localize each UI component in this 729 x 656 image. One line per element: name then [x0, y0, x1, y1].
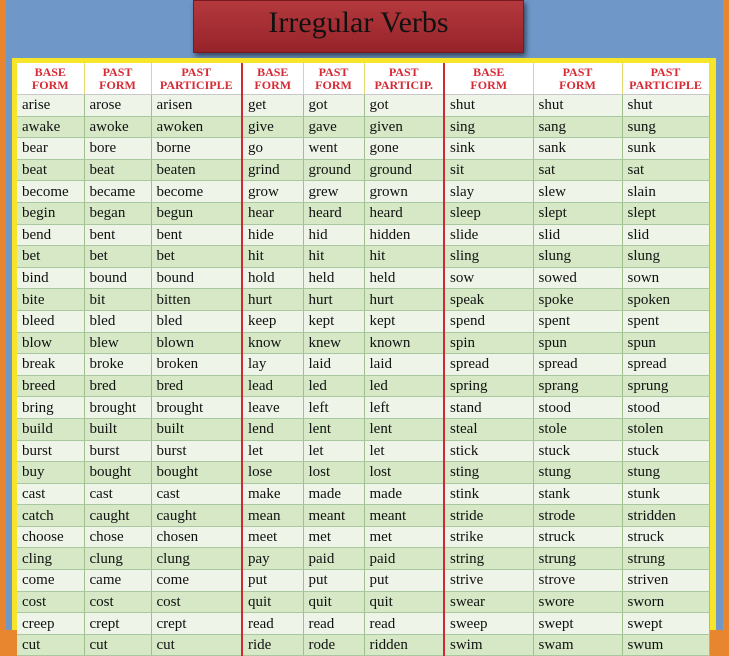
verb-cell: spent: [622, 310, 709, 332]
verb-cell: come: [17, 570, 84, 592]
verb-cell: steal: [444, 418, 533, 440]
verb-table-sheet: [12, 58, 716, 654]
verb-cell: grow: [242, 181, 303, 203]
verb-cell: break: [17, 354, 84, 376]
column-header-line: PARTICIP.: [374, 77, 434, 92]
column-header-line: BASE: [473, 64, 505, 79]
verb-cell: grew: [303, 181, 364, 203]
table-row: [17, 354, 709, 376]
verb-cell: bind: [17, 267, 84, 289]
verb-cell: lend: [242, 418, 303, 440]
verb-cell: sat: [533, 159, 622, 181]
verb-cell: lent: [303, 418, 364, 440]
verb-cell: cast: [151, 483, 242, 505]
verb-cell: became: [84, 181, 151, 203]
verb-cell: bet: [17, 246, 84, 268]
column-header: [242, 63, 303, 95]
verb-cell: awoke: [84, 116, 151, 138]
verb-cell: met: [303, 526, 364, 548]
verb-cell: known: [364, 332, 444, 354]
verb-cell: shut: [444, 95, 533, 117]
verb-cell: chosen: [151, 526, 242, 548]
verb-cell: bred: [151, 375, 242, 397]
verb-cell: kept: [303, 310, 364, 332]
verb-cell: sown: [622, 267, 709, 289]
verb-cell: kept: [364, 310, 444, 332]
verb-cell: begin: [17, 202, 84, 224]
table-row: [17, 181, 709, 203]
verb-cell: build: [17, 418, 84, 440]
verb-cell: read: [364, 613, 444, 635]
verb-cell: string: [444, 548, 533, 570]
table-row: [17, 526, 709, 548]
verb-cell: sing: [444, 116, 533, 138]
table-row: [17, 483, 709, 505]
verb-cell: hear: [242, 202, 303, 224]
verb-cell: cut: [17, 634, 84, 656]
verb-cell: come: [151, 570, 242, 592]
verb-cell: caught: [84, 505, 151, 527]
verb-cell: stridden: [622, 505, 709, 527]
verb-cell: stole: [533, 418, 622, 440]
verb-cell: stand: [444, 397, 533, 419]
verb-cell: strive: [444, 570, 533, 592]
verb-cell: keep: [242, 310, 303, 332]
verb-cell: bear: [17, 138, 84, 160]
verb-cell: shut: [622, 95, 709, 117]
verb-cell: made: [303, 483, 364, 505]
column-header-line: FORM: [559, 77, 596, 92]
verb-cell: sat: [622, 159, 709, 181]
verb-cell: meant: [303, 505, 364, 527]
verb-cell: stuck: [533, 440, 622, 462]
verb-cell: read: [303, 613, 364, 635]
verb-cell: bet: [84, 246, 151, 268]
verb-cell: got: [364, 95, 444, 117]
verb-cell: got: [303, 95, 364, 117]
verb-cell: hit: [242, 246, 303, 268]
table-row: [17, 570, 709, 592]
verb-cell: slain: [622, 181, 709, 203]
column-header-line: PAST: [102, 64, 133, 79]
verb-cell: buy: [17, 462, 84, 484]
verb-cell: strode: [533, 505, 622, 527]
verb-cell: cost: [84, 591, 151, 613]
verb-cell: hide: [242, 224, 303, 246]
verb-cell: spun: [622, 332, 709, 354]
verb-cell: bent: [151, 224, 242, 246]
table-row: [17, 462, 709, 484]
verb-cell: cast: [17, 483, 84, 505]
verb-cell: ground: [364, 159, 444, 181]
verb-cell: awake: [17, 116, 84, 138]
verb-cell: cut: [151, 634, 242, 656]
verb-cell: given: [364, 116, 444, 138]
verb-cell: blow: [17, 332, 84, 354]
verb-cell: bought: [84, 462, 151, 484]
verb-cell: ground: [303, 159, 364, 181]
verb-cell: gave: [303, 116, 364, 138]
verb-cell: choose: [17, 526, 84, 548]
table-row: [17, 310, 709, 332]
verb-cell: bled: [84, 310, 151, 332]
table-row: [17, 634, 709, 656]
verb-cell: hit: [303, 246, 364, 268]
verb-cell: caught: [151, 505, 242, 527]
verb-cell: beat: [17, 159, 84, 181]
column-header-line: PARTICIPLE: [629, 77, 702, 92]
verb-cell: lost: [303, 462, 364, 484]
column-header-line: PAST: [388, 64, 419, 79]
verb-cell: let: [303, 440, 364, 462]
verb-cell: swear: [444, 591, 533, 613]
verb-cell: quit: [242, 591, 303, 613]
column-header: [444, 63, 533, 95]
verb-cell: hold: [242, 267, 303, 289]
verb-cell: pay: [242, 548, 303, 570]
verb-cell: sowed: [533, 267, 622, 289]
verb-cell: cost: [151, 591, 242, 613]
verb-cell: gone: [364, 138, 444, 160]
verb-cell: get: [242, 95, 303, 117]
verb-cell: cost: [17, 591, 84, 613]
verb-cell: heard: [303, 202, 364, 224]
verb-cell: arise: [17, 95, 84, 117]
verb-cell: quit: [364, 591, 444, 613]
verb-cell: slung: [533, 246, 622, 268]
verb-cell: broke: [84, 354, 151, 376]
column-header-line: PAST: [650, 64, 681, 79]
verb-cell: strung: [533, 548, 622, 570]
verb-cell: stink: [444, 483, 533, 505]
verb-cell: become: [151, 181, 242, 203]
verb-cell: bred: [84, 375, 151, 397]
table-row: [17, 289, 709, 311]
verb-cell: beat: [84, 159, 151, 181]
verb-cell: cut: [84, 634, 151, 656]
verb-cell: went: [303, 138, 364, 160]
verb-cell: striven: [622, 570, 709, 592]
verb-cell: grown: [364, 181, 444, 203]
verb-cell: lent: [364, 418, 444, 440]
verb-cell: began: [84, 202, 151, 224]
verb-cell: spoken: [622, 289, 709, 311]
verb-cell: sprung: [622, 375, 709, 397]
verb-cell: arose: [84, 95, 151, 117]
verb-cell: let: [364, 440, 444, 462]
verb-cell: spread: [533, 354, 622, 376]
verb-cell: swept: [622, 613, 709, 635]
column-header: [303, 63, 364, 95]
verb-cell: knew: [303, 332, 364, 354]
column-header-line: FORM: [254, 77, 292, 92]
verb-cell: spread: [444, 354, 533, 376]
verb-cell: stank: [533, 483, 622, 505]
verb-cell: mean: [242, 505, 303, 527]
verb-cell: held: [364, 267, 444, 289]
column-header-line: FORM: [99, 77, 136, 92]
table-body: [17, 95, 709, 656]
verb-cell: sit: [444, 159, 533, 181]
verb-cell: hid: [303, 224, 364, 246]
verb-cell: strove: [533, 570, 622, 592]
column-header: [151, 63, 242, 95]
verb-cell: brought: [84, 397, 151, 419]
table-row: [17, 440, 709, 462]
verb-cell: hit: [364, 246, 444, 268]
verb-cell: sprang: [533, 375, 622, 397]
verb-cell: arisen: [151, 95, 242, 117]
table-row: [17, 375, 709, 397]
verb-cell: ride: [242, 634, 303, 656]
verb-cell: bite: [17, 289, 84, 311]
verb-cell: stick: [444, 440, 533, 462]
verb-cell: cling: [17, 548, 84, 570]
column-header-line: PAST: [181, 64, 212, 79]
verb-cell: sting: [444, 462, 533, 484]
verb-cell: cast: [84, 483, 151, 505]
verb-cell: slid: [533, 224, 622, 246]
verb-cell: stunk: [622, 483, 709, 505]
verb-cell: stride: [444, 505, 533, 527]
verb-cell: sung: [622, 116, 709, 138]
verb-cell: bit: [84, 289, 151, 311]
irregular-verbs-table: [17, 63, 710, 656]
table-row: [17, 138, 709, 160]
verb-cell: built: [151, 418, 242, 440]
verb-cell: lead: [242, 375, 303, 397]
verb-cell: struck: [622, 526, 709, 548]
verb-cell: slay: [444, 181, 533, 203]
verb-cell: stood: [533, 397, 622, 419]
verb-cell: built: [84, 418, 151, 440]
verb-cell: strung: [622, 548, 709, 570]
verb-cell: creep: [17, 613, 84, 635]
verb-cell: stood: [622, 397, 709, 419]
verb-cell: make: [242, 483, 303, 505]
verb-cell: bleed: [17, 310, 84, 332]
verb-cell: give: [242, 116, 303, 138]
verb-cell: know: [242, 332, 303, 354]
verb-cell: sow: [444, 267, 533, 289]
verb-cell: blew: [84, 332, 151, 354]
verb-cell: burst: [151, 440, 242, 462]
verb-cell: sling: [444, 246, 533, 268]
verb-cell: lost: [364, 462, 444, 484]
verb-cell: hidden: [364, 224, 444, 246]
verb-cell: left: [303, 397, 364, 419]
verb-cell: ridden: [364, 634, 444, 656]
column-header: [84, 63, 151, 95]
verb-cell: spoke: [533, 289, 622, 311]
verb-cell: catch: [17, 505, 84, 527]
verb-cell: sang: [533, 116, 622, 138]
verb-cell: awoken: [151, 116, 242, 138]
table-row: [17, 159, 709, 181]
verb-cell: meant: [364, 505, 444, 527]
verb-cell: swum: [622, 634, 709, 656]
table-row: [17, 116, 709, 138]
verb-cell: leave: [242, 397, 303, 419]
verb-cell: made: [364, 483, 444, 505]
verb-cell: bitten: [151, 289, 242, 311]
verb-cell: heard: [364, 202, 444, 224]
verb-cell: laid: [364, 354, 444, 376]
column-header-line: FORM: [315, 77, 352, 92]
verb-cell: brought: [151, 397, 242, 419]
table-row: [17, 246, 709, 268]
verb-cell: shut: [533, 95, 622, 117]
verb-cell: put: [303, 570, 364, 592]
page-title: Irregular Verbs: [193, 0, 524, 53]
verb-cell: bend: [17, 224, 84, 246]
verb-cell: slide: [444, 224, 533, 246]
verb-cell: bring: [17, 397, 84, 419]
column-header-line: BASE: [34, 64, 66, 79]
verb-cell: spin: [444, 332, 533, 354]
verb-cell: chose: [84, 526, 151, 548]
verb-cell: paid: [303, 548, 364, 570]
verb-cell: broken: [151, 354, 242, 376]
verb-cell: clung: [151, 548, 242, 570]
verb-cell: hurt: [242, 289, 303, 311]
verb-cell: bore: [84, 138, 151, 160]
verb-cell: slew: [533, 181, 622, 203]
table-row: [17, 397, 709, 419]
verb-cell: crept: [151, 613, 242, 635]
verb-cell: spread: [622, 354, 709, 376]
verb-cell: become: [17, 181, 84, 203]
column-header-line: FORM: [470, 77, 508, 92]
verb-cell: grind: [242, 159, 303, 181]
table-row: [17, 613, 709, 635]
verb-cell: quit: [303, 591, 364, 613]
verb-cell: hurt: [364, 289, 444, 311]
table-row: [17, 591, 709, 613]
verb-cell: sunk: [622, 138, 709, 160]
verb-cell: slept: [533, 202, 622, 224]
column-header-line: FORM: [31, 77, 69, 92]
verb-cell: meet: [242, 526, 303, 548]
verb-cell: put: [364, 570, 444, 592]
verb-cell: go: [242, 138, 303, 160]
verb-cell: stung: [622, 462, 709, 484]
verb-cell: swam: [533, 634, 622, 656]
verb-cell: bound: [151, 267, 242, 289]
verb-cell: hurt: [303, 289, 364, 311]
verb-cell: stuck: [622, 440, 709, 462]
column-header: [17, 63, 84, 95]
verb-cell: crept: [84, 613, 151, 635]
verb-cell: stung: [533, 462, 622, 484]
verb-cell: read: [242, 613, 303, 635]
verb-cell: spent: [533, 310, 622, 332]
verb-cell: swore: [533, 591, 622, 613]
verb-cell: bound: [84, 267, 151, 289]
verb-cell: bled: [151, 310, 242, 332]
column-header-line: PARTICIPLE: [159, 77, 233, 92]
column-header-line: PAST: [318, 64, 349, 79]
verb-cell: sank: [533, 138, 622, 160]
table-row: [17, 202, 709, 224]
verb-cell: rode: [303, 634, 364, 656]
verb-cell: swim: [444, 634, 533, 656]
verb-cell: led: [303, 375, 364, 397]
verb-cell: held: [303, 267, 364, 289]
table-row: [17, 224, 709, 246]
verb-cell: slept: [622, 202, 709, 224]
verb-cell: strike: [444, 526, 533, 548]
verb-cell: lose: [242, 462, 303, 484]
verb-cell: burst: [17, 440, 84, 462]
verb-cell: begun: [151, 202, 242, 224]
verb-cell: bent: [84, 224, 151, 246]
table-row: [17, 267, 709, 289]
verb-cell: paid: [364, 548, 444, 570]
column-header-line: BASE: [257, 64, 289, 79]
verb-cell: beaten: [151, 159, 242, 181]
verb-cell: put: [242, 570, 303, 592]
verb-cell: met: [364, 526, 444, 548]
verb-cell: breed: [17, 375, 84, 397]
verb-cell: stolen: [622, 418, 709, 440]
verb-cell: slid: [622, 224, 709, 246]
verb-cell: slung: [622, 246, 709, 268]
verb-cell: led: [364, 375, 444, 397]
verb-cell: let: [242, 440, 303, 462]
verb-cell: laid: [303, 354, 364, 376]
table-row: [17, 332, 709, 354]
verb-cell: swept: [533, 613, 622, 635]
table-row: [17, 418, 709, 440]
verb-cell: bought: [151, 462, 242, 484]
column-header: [622, 63, 709, 95]
verb-cell: speak: [444, 289, 533, 311]
table-header-row: [17, 63, 709, 95]
verb-cell: spring: [444, 375, 533, 397]
verb-cell: came: [84, 570, 151, 592]
verb-cell: borne: [151, 138, 242, 160]
verb-cell: lay: [242, 354, 303, 376]
column-header: [533, 63, 622, 95]
verb-cell: sink: [444, 138, 533, 160]
column-header: [364, 63, 444, 95]
verb-cell: spend: [444, 310, 533, 332]
table-row: [17, 505, 709, 527]
verb-cell: sworn: [622, 591, 709, 613]
table-row: [17, 95, 709, 117]
verb-cell: burst: [84, 440, 151, 462]
verb-cell: clung: [84, 548, 151, 570]
verb-cell: left: [364, 397, 444, 419]
verb-cell: bet: [151, 246, 242, 268]
table-row: [17, 548, 709, 570]
verb-cell: blown: [151, 332, 242, 354]
verb-cell: spun: [533, 332, 622, 354]
verb-cell: sleep: [444, 202, 533, 224]
verb-cell: sweep: [444, 613, 533, 635]
verb-cell: struck: [533, 526, 622, 548]
column-header-line: PAST: [562, 64, 593, 79]
